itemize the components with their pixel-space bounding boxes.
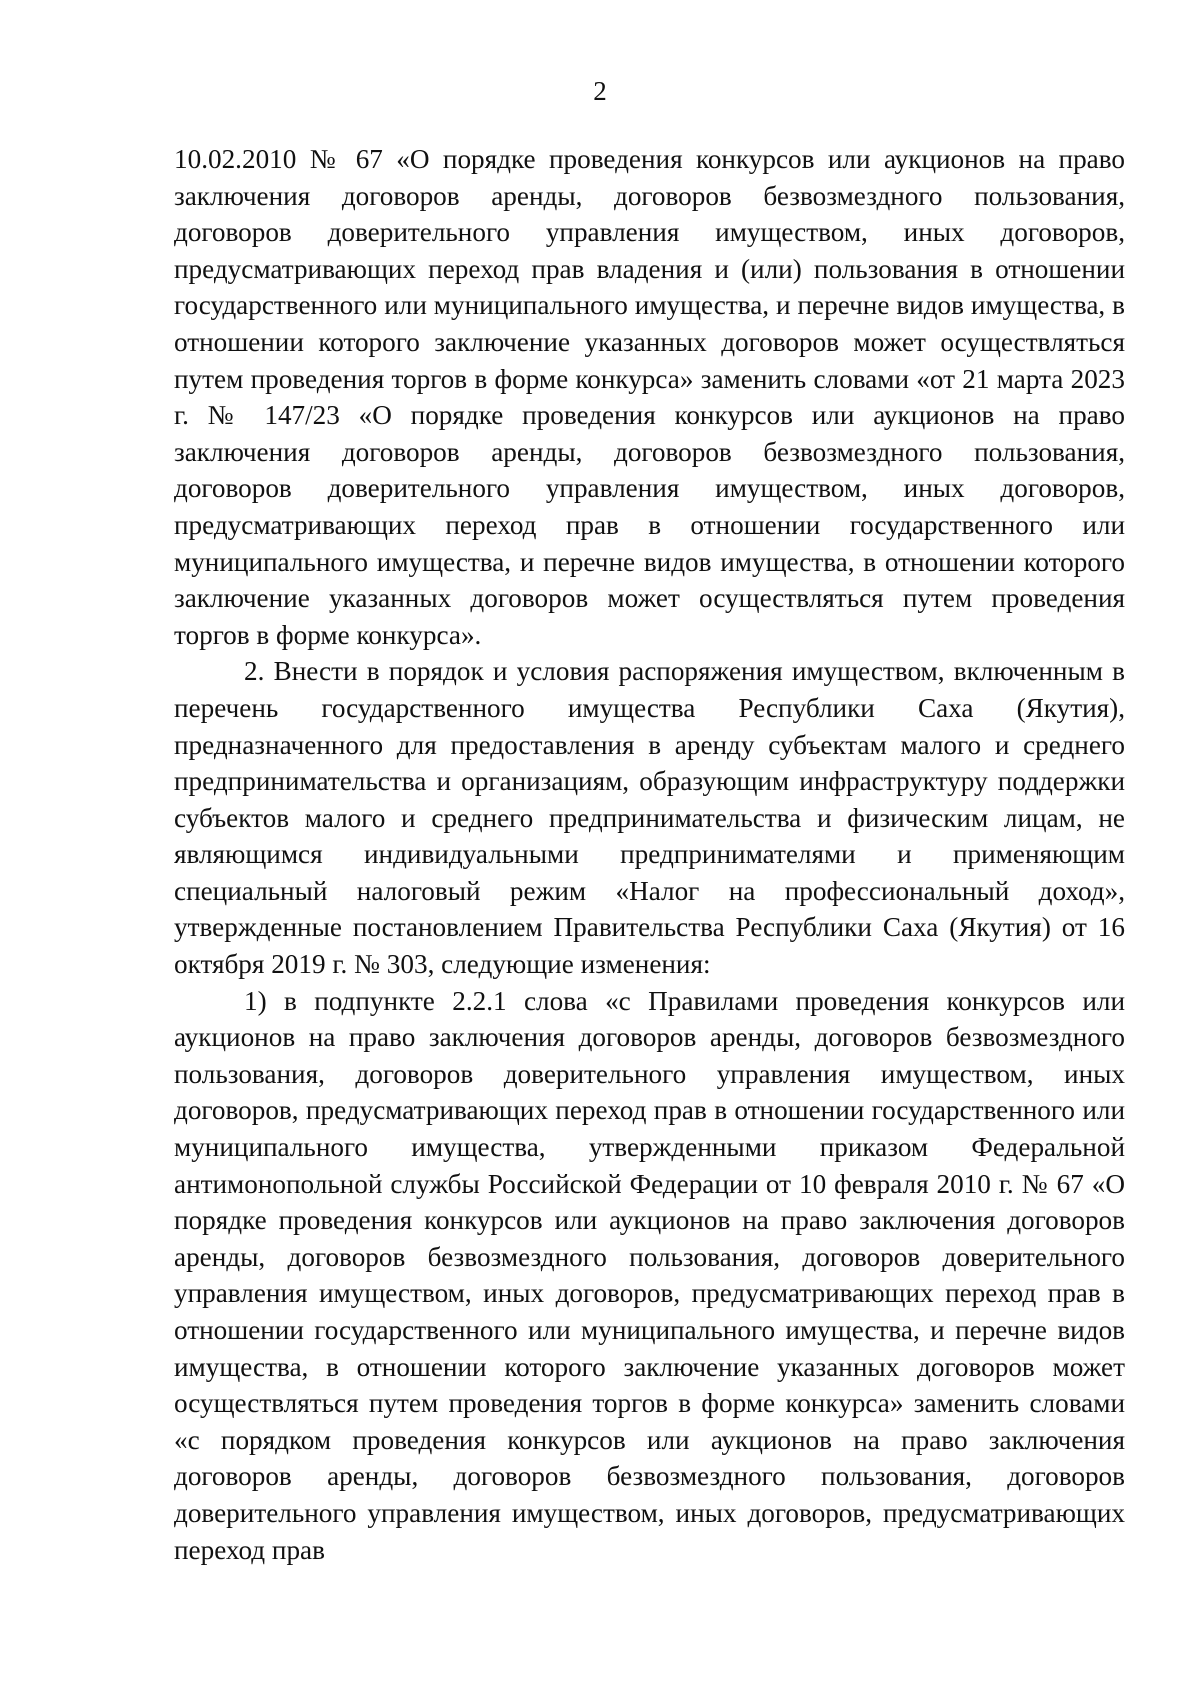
document-body: [174, 141, 1125, 1568]
paragraph-continuation: 10.02.2010 № 67 «О порядке проведения конкурсов или аукционов на право заключения договоров аренды, договоров безвозмездного пользования, договоров доверительного управления имуществом, иных договоров, предусматривающих переход прав владения и (или) пользования в отношении государственного или муниципального имущества, и перечне видов имущества, в отношении которого заключение указанных договоров может осуществляться путем проведения торгов в форме конкурса» заменить словами «от 21 марта 2023 г. № 147/23 «О порядке проведения конкурсов или аукционов на право заключения договоров аренды, договоров безвозмездного пользования, договоров доверительного управления имуществом, иных договоров, предусматривающих переход прав в отношении государственного или муниципального имущества, и перечне видов имущества, в отношении которого заключение указанных договоров может осуществляться путем проведения торгов в форме конкурса».: [174, 144, 1125, 650]
page-number: 2: [593, 76, 607, 106]
paragraph-subitem-1: 1) в подпункте 2.2.1 слова «с Правилами проведения конкурсов или аукционов на право заключения договоров аренды, договоров безвозмездного пользования, договоров доверительного управления имуществом, иных договоров, предусматривающих переход прав в отношении государственного или муниципального имущества, утвержденными приказом Федеральной антимонопольной службы Российской Федерации от 10 февраля 2010 г. № 67 «О порядке проведения конкурсов или аукционов на право заключения договоров аренды, договоров безвозмездного пользования, договоров доверительного управления имуществом, иных договоров, предусматривающих переход прав в отношении государственного или муниципального имущества, и перечне видов имущества, в отношении которого заключение указанных договоров может осуществляться путем проведения торгов в форме конкурса» заменить словами «с порядком проведения конкурсов или аукционов на право заключения договоров аренды, договоров безвозмездного пользования, договоров доверительного управления имуществом, иных договоров, предусматривающих переход прав: [174, 985, 1125, 1565]
paragraph-item-2: 2. Внести в порядок и условия распоряжения имуществом, включенным в перечень государственного имущества Республики Саха (Якутия), предназначенного для предоставления в аренду субъектам малого и среднего предпринимательства и организациям, образующим инфраструктуру поддержки субъектов малого и среднего предпринимательства и физическим лицам, не являющимся индивидуальными предпринимателями и применяющим специальный налоговый режим «Налог на профессиональный доход», утвержденные постановлением Правительства Республики Саха (Якутия) от 16 октября 2019 г. № 303, следующие изменения:: [174, 656, 1125, 980]
